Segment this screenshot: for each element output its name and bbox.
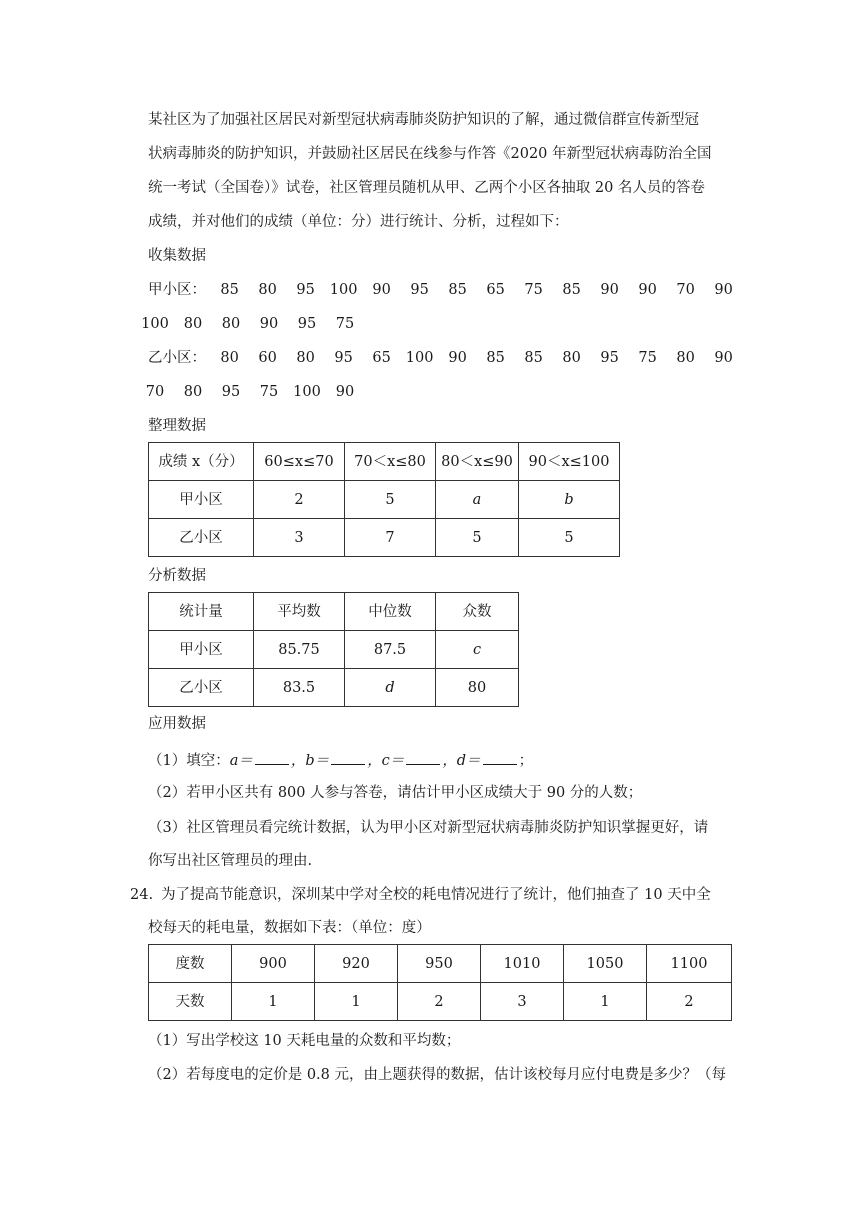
score-value: 90 (372, 282, 391, 298)
table-row (149, 519, 620, 557)
score-value: 80 (296, 350, 315, 366)
yi-label: 乙小区： (148, 350, 206, 366)
analyze-table-header (149, 593, 519, 631)
table-cell: 1 (564, 983, 647, 1021)
table-cell: 5 (436, 519, 519, 557)
row-label-yi: 乙小区 (149, 669, 254, 707)
score-value: 65 (372, 350, 391, 366)
row-label-yi: 乙小区 (149, 519, 254, 557)
header-cell-statistic: 统计量 (149, 593, 254, 631)
jia-scores-row-2 (141, 314, 364, 334)
score-value: 60 (258, 350, 277, 366)
q23-intro-line-1: 某社区为了加强社区居民对新型冠状病毒肺炎防护知识的了解，通过微信群宣传新型冠 (148, 112, 699, 128)
table-cell: 87.5 (345, 631, 436, 669)
q24-intro-line-2: 校每天的耗电量，数据如下表：（单位：度） (148, 920, 431, 936)
score-value: 80 (183, 384, 203, 400)
yi-scores-row-1 (148, 348, 743, 368)
score-value: 80 (221, 316, 241, 332)
header-cell-median: 中位数 (345, 593, 436, 631)
score-value: 95 (334, 350, 353, 366)
table-cell-variable-d: d (345, 669, 436, 707)
score-value: 70 (145, 384, 165, 400)
yi-score-list (211, 350, 743, 366)
table-cell: 3 (254, 519, 345, 557)
q23-intro-line-3: 统一考试（全国卷）》试卷，社区管理员随机从甲、乙两个小区各抽取 20 名人员的答卷 (148, 180, 705, 196)
header-cell-mean: 平均数 (254, 593, 345, 631)
header-cell-range-2: 70＜x≤80 (345, 443, 436, 481)
electricity-table (148, 944, 732, 1021)
var-d-label: ，d＝ (442, 753, 481, 769)
table-cell: 7 (345, 519, 436, 557)
score-value: 95 (297, 316, 317, 332)
score-value: 85 (486, 350, 505, 366)
table-cell: 900 (232, 945, 315, 983)
score-value: 90 (448, 350, 467, 366)
header-cell-kwh: 度数 (149, 945, 232, 983)
table-cell: 83.5 (254, 669, 345, 707)
table-row (149, 481, 620, 519)
table-cell: 1 (315, 983, 398, 1021)
header-cell-score: 成绩 x（分） (149, 443, 254, 481)
score-value: 100 (405, 350, 434, 366)
table-row (149, 983, 732, 1021)
table-cell: 950 (398, 945, 481, 983)
q23-sub1 (148, 749, 533, 771)
row-label-jia: 甲小区 (149, 631, 254, 669)
blank-c-input[interactable] (406, 749, 440, 765)
score-value: 95 (296, 282, 315, 298)
jia-label: 甲小区： (148, 282, 206, 298)
table-cell: 920 (315, 945, 398, 983)
score-value: 80 (562, 350, 581, 366)
blank-d-input[interactable] (483, 749, 517, 765)
table-cell: 1100 (647, 945, 732, 983)
jia-scores-row-1 (148, 280, 743, 300)
header-cell-range-1: 60≤x≤70 (254, 443, 345, 481)
score-value: 100 (293, 384, 321, 400)
q24-number: 24. (130, 887, 154, 903)
header-cell-range-4: 90＜x≤100 (519, 443, 620, 481)
table-cell: 1 (232, 983, 315, 1021)
q23-intro-line-4: 成绩，并对他们的成绩（单位：分）进行统计、分析，过程如下： (148, 214, 569, 230)
score-value: 90 (638, 282, 657, 298)
score-value: 80 (183, 316, 203, 332)
table-cell: 3 (481, 983, 564, 1021)
q24-intro-line-1: 24. 为了提高节能意识，深圳某中学对全校的耗电情况进行了统计，他们抽查了 10 天中全 (130, 887, 711, 903)
q24-sub2: （2）若每度电的定价是 0.8 元，由上题获得的数据，估计该校每月应付电费是多少？（每 (148, 1067, 726, 1083)
row-label-days: 天数 (149, 983, 232, 1021)
var-b-label: ，b＝ (290, 753, 330, 769)
score-value: 100 (141, 316, 169, 332)
organize-heading: 整理数据 (148, 418, 206, 434)
yi-scores-row-2 (145, 382, 364, 402)
score-value: 75 (638, 350, 657, 366)
organize-table-header (149, 443, 620, 481)
blank-a-input[interactable] (255, 749, 289, 765)
score-value: 90 (714, 350, 733, 366)
yi-score-list-continued (136, 384, 364, 400)
q23-sub2: （2）若甲小区共有 800 人参与答卷，请估计甲小区成绩大于 90 分的人数； (148, 785, 643, 801)
score-value: 85 (524, 350, 543, 366)
table-cell: 80 (436, 669, 519, 707)
analyze-heading: 分析数据 (148, 568, 206, 584)
q23-intro-line-2: 状病毒肺炎的防护知识，并鼓励社区居民在线参与作答《2020 年新型冠状病毒防治全国 (148, 146, 712, 162)
score-value: 90 (335, 384, 355, 400)
row-label-jia: 甲小区 (149, 481, 254, 519)
score-value: 80 (676, 350, 695, 366)
analyze-table (148, 592, 519, 707)
q23-sub3-line-2: 你写出社区管理员的理由. (148, 853, 313, 869)
table-cell: 2 (254, 481, 345, 519)
score-value: 85 (562, 282, 581, 298)
score-value: 90 (600, 282, 619, 298)
table-cell: 1010 (481, 945, 564, 983)
score-value: 90 (259, 316, 279, 332)
sub1-prefix: （1）填空： (148, 753, 230, 769)
score-value: 95 (410, 282, 429, 298)
var-c-label: ，c＝ (367, 753, 405, 769)
collect-heading: 收集数据 (148, 248, 206, 264)
header-cell-mode: 众数 (436, 593, 519, 631)
q24-sub1: （1）写出学校这 10 天耗电量的众数和平均数； (148, 1033, 461, 1049)
header-cell-range-3: 80＜x≤90 (436, 443, 519, 481)
score-value: 70 (676, 282, 695, 298)
jia-score-list-continued (136, 316, 364, 332)
score-value: 85 (220, 282, 239, 298)
table-cell: 1050 (564, 945, 647, 983)
jia-score-list (211, 282, 743, 298)
table-cell: 5 (519, 519, 620, 557)
q23-sub3-line-1: （3）社区管理员看完统计数据，认为甲小区对新型冠状病毒肺炎防护知识掌握更好，请 (148, 820, 709, 836)
score-value: 65 (486, 282, 505, 298)
table-cell-variable-a: a (436, 481, 519, 519)
var-a-label: a＝ (229, 753, 253, 769)
table-cell: 5 (345, 481, 436, 519)
score-value: 85 (448, 282, 467, 298)
electricity-table-header (149, 945, 732, 983)
score-value: 80 (220, 350, 239, 366)
table-cell: 2 (398, 983, 481, 1021)
table-row (149, 631, 519, 669)
score-value: 90 (714, 282, 733, 298)
blank-b-input[interactable] (331, 749, 365, 765)
table-cell: 85.75 (254, 631, 345, 669)
table-cell-variable-c: c (436, 631, 519, 669)
score-value: 75 (259, 384, 279, 400)
score-value: 100 (329, 282, 358, 298)
sub1-end: ； (518, 753, 534, 769)
table-row (149, 669, 519, 707)
score-value: 95 (600, 350, 619, 366)
score-value: 80 (258, 282, 277, 298)
apply-heading: 应用数据 (148, 716, 206, 732)
score-value: 75 (524, 282, 543, 298)
table-cell: 2 (647, 983, 732, 1021)
score-value: 75 (335, 316, 355, 332)
organize-table (148, 442, 620, 557)
table-cell-variable-b: b (519, 481, 620, 519)
score-value: 95 (221, 384, 241, 400)
